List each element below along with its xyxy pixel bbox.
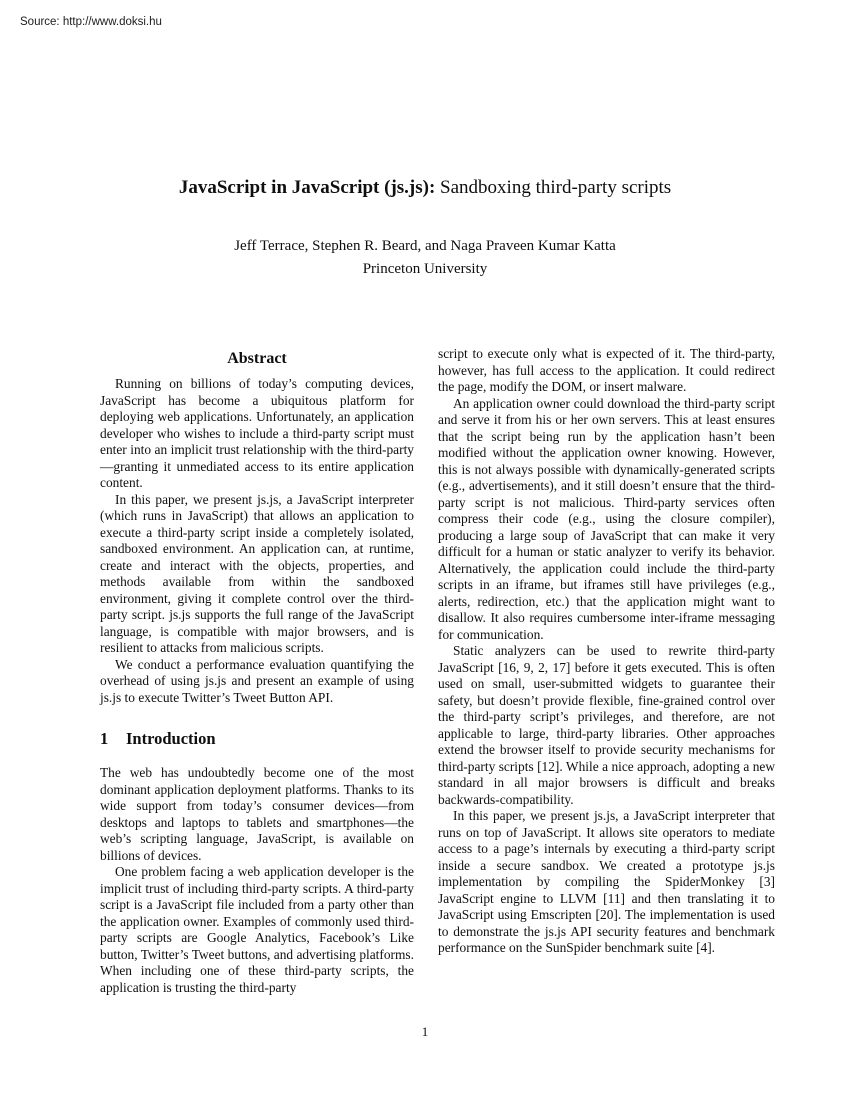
abstract-paragraph: In this paper, we present js.js, a JavaScript interpreter (which runs in JavaScript) that allows an application to execute a third-party script inside a completely isolated, sandboxed environment. An application can, at runtime, create and interact with the objects, properties, and methods available from within the sandboxed environment, giving it complete control over the third-party script. js.js supports the full range of the JavaScript language, is compatible with major browsers, and is resilient to attacks from malicious scripts. [100, 491, 414, 655]
page-number: 1 [421, 1024, 429, 1039]
section-title: Introduction [126, 729, 216, 748]
body-paragraph: script to execute only what is expected of it. The third-party, however, has full access to the application. It could redirect the page, modify the DOM, or insert malware. [438, 346, 775, 394]
two-column-body [100, 346, 775, 996]
title-subtitle: Sandboxing third-party scripts [435, 177, 672, 198]
abstract-paragraph: We conduct a performance evaluation quantifying the overhead of using js.js and present an example of using js.js to execute Twitter’s Tweet Button API. [100, 656, 414, 705]
authors-line: Jeff Terrace, Stephen R. Beard, and Naga Praveen Kumar Katta [234, 238, 616, 254]
title-emphasis: JavaScript in JavaScript (js.js): [178, 177, 436, 198]
section-number: 1 [100, 729, 109, 748]
affiliation: Princeton University [362, 261, 488, 277]
abstract-paragraph: Running on billions of today’s computing devices, JavaScript has become a ubiquitous platform for deploying web applications. Unfortunately, an application developer who wishes to include a third-party script must enter into an implicit trust relationship with the third-party—granting it unmediated access to its entire application content. [100, 376, 414, 490]
source-note: Source: http://www.doksi.hu [20, 16, 162, 28]
section-heading-introduction [100, 729, 414, 749]
body-paragraph: Static analyzers can be used to rewrite third-party JavaScript [16, 9, 2, 17] before it gets executed. This is often used on small, user-submitted widgets to guarantee their safety, but doesn’t provide flexible, fine-grained control over the third-party script’s privileges, and therefore, are not applicable to large, third-party libraries. Other approaches extend the browser itself to provide security mechanisms for third-party scripts [12]. While a nice approach, adopting a new standard in all major browsers is difficult and breaks backwards-compatibility. [438, 643, 775, 807]
left-column [100, 346, 414, 996]
right-column [438, 346, 775, 957]
intro-paragraph: One problem facing a web application developer is the implicit trust of including third-party scripts. A third-party script is a JavaScript file included from a party other than the application owner. Examples of commonly used third-party scripts are Google Analytics, Facebook’s Like button, Twitter’s Tweet buttons, and advertising platforms. When including one of these third-party scripts, the application is trusting the third-party [100, 864, 414, 995]
abstract-heading: Abstract [227, 350, 287, 367]
intro-paragraph: The web has undoubtedly become one of the most dominant application deployment platforms. Thanks to its wide support from today’s consumer devices—from desktops and laptops to tablets and smartphones—the web’s scripting language, JavaScript, is available on billions of devices. [100, 765, 414, 863]
body-paragraph: An application owner could download the third-party script and serve it from his or her own servers. This at least ensures that the script being run by the application hasn’t been modified without the application owner knowing. However, this is not always possible with dynamically-generated scripts (e.g., advertisements), and it still doesn’t ensure that the third-party script is not malicious. Third-party services often compress their code (e.g., using the closure compiler), producing a large soup of JavaScript that can make it very difficult for a human or static analyzer to verify its behavior. Alternatively, the application could include the third-party scripts in an iframe, but iframes still have privileges (e.g., alerts, redirection, etc.) that the application might want to disallow. It also requires cumbersome inter-iframe messaging for communication. [438, 395, 775, 642]
paper-title [0, 176, 850, 200]
body-paragraph: In this paper, we present js.js, a JavaScript interpreter that runs on top of JavaScript. It allows site operators to mediate access to a page’s internals by executing a third-party script inside a secure sandbox. We created a prototype js.js implementation by compiling the SpiderMonkey [3] JavaScript engine to LLVM [11] and then translating it to JavaScript using Emscripten [20]. The implementation is used to demonstrate the js.js API security features and benchmark performance on the SunSpider benchmark suite [4]. [438, 808, 775, 955]
